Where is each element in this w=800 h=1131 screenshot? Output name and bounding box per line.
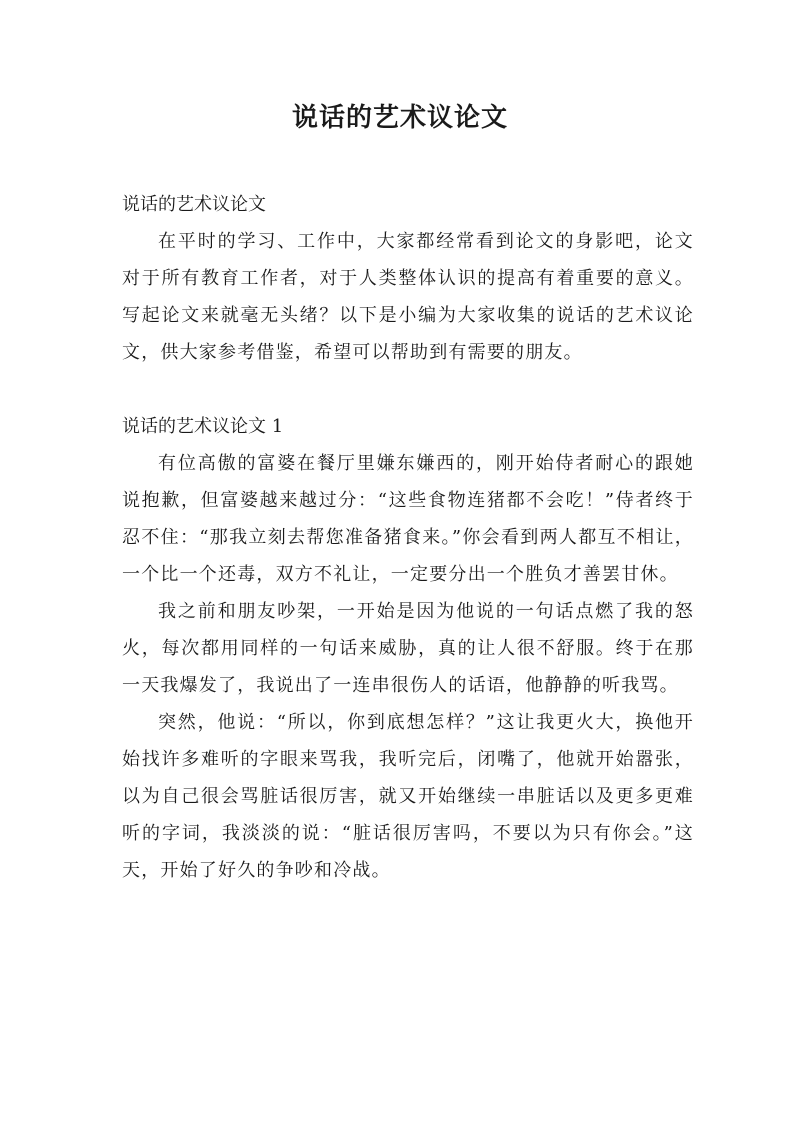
section1-paragraph-1: 有位高傲的富婆在餐厅里嫌东嫌西的，刚开始侍者耐心的跟她说抱歉，但富婆越来越过分：“这些食物连猪都不会吃！”侍者终于忍不住：“那我立刻去帮您准备猪食来。”你会看到两人都互不相让，一个比一个还毒，双方不礼让，一定要分出一个胜负才善罢甘休。 xyxy=(122,453,694,585)
intro-paragraph: 在平时的学习、工作中，大家都经常看到论文的身影吧，论文对于所有教育工作者，对于人类整体认识的提高有着重要的意义。写起论文来就毫无头绪？以下是小编为大家收集的说话的艺术议论文，供大家参考借鉴，希望可以帮助到有需要的朋友。 xyxy=(122,231,694,363)
document-body xyxy=(122,186,694,889)
document-title: 说话的艺术议论文 xyxy=(291,103,508,133)
section1-paragraph-3: 突然，他说：“所以，你到底想怎样？”这让我更火大，换他开始找许多难听的字眼来骂我，我听完后，闭嘴了，他就开始嚣张，以为自己很会骂脏话很厉害，就又开始继续一串脏话以及更多更难听的字词，我淡淡的说：“脏话很厉害吗，不要以为只有你会。”这天，开始了好久的争吵和冷战。 xyxy=(122,712,694,881)
section1-heading: 说话的艺术议论文 1 xyxy=(122,416,284,437)
section1-paragraph-2: 我之前和朋友吵架，一开始是因为他说的一句话点燃了我的怒火，每次都用同样的一句话来威胁，真的让人很不舒服。终于在那一天我爆发了，我说出了一连串很伤人的话语，他静静的听我骂。 xyxy=(122,601,694,696)
intro-heading: 说话的艺术议论文 xyxy=(122,194,266,215)
section-spacer xyxy=(122,371,694,408)
